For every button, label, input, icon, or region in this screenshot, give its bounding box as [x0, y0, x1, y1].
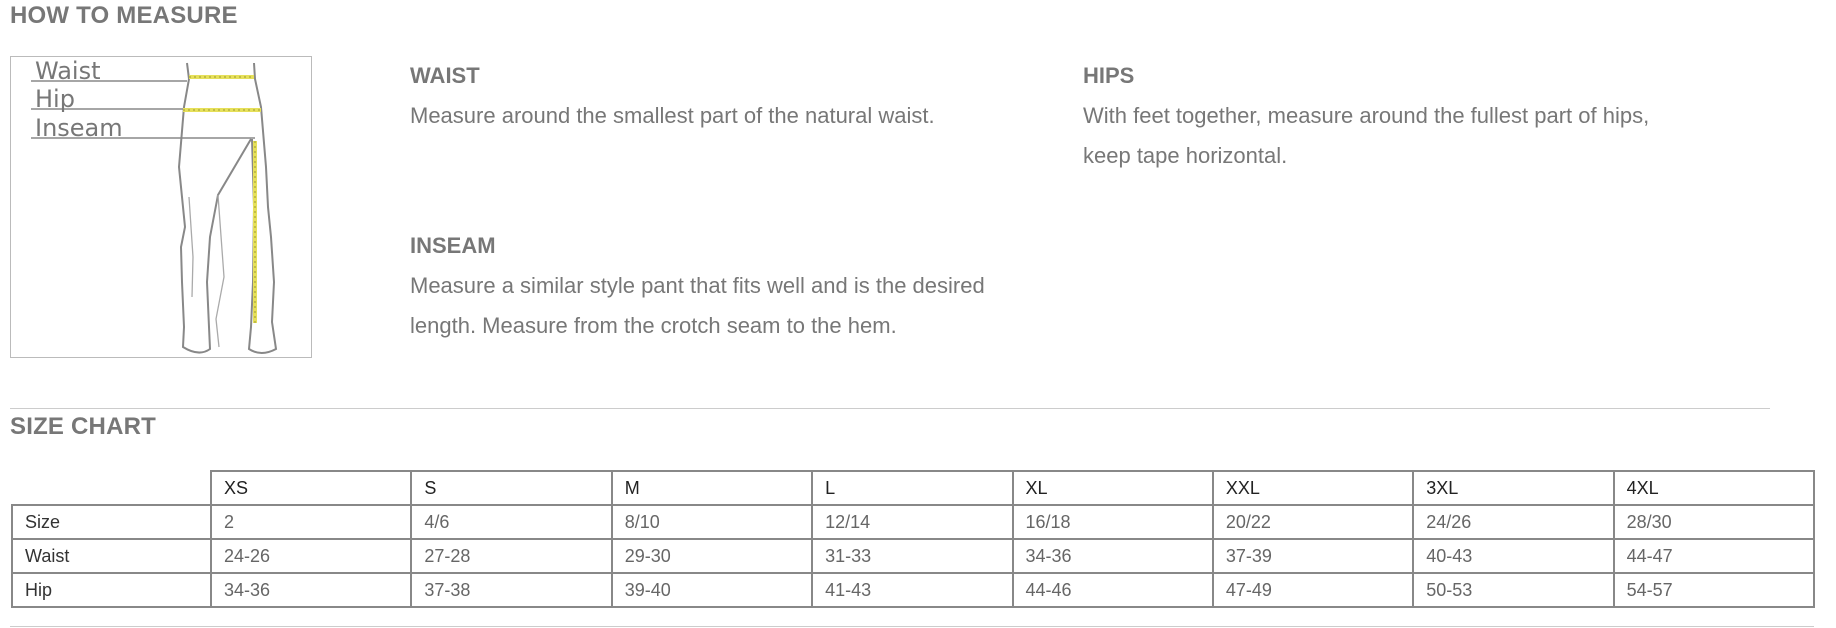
table-cell: 34-36 [1013, 539, 1213, 573]
inseam-heading: INSEAM [410, 233, 496, 258]
table-cell: 47-49 [1213, 573, 1413, 607]
table-cell: 54-57 [1614, 573, 1814, 607]
table-row-hip [12, 573, 1814, 607]
table-cell: 27-28 [411, 539, 611, 573]
waist-instructions: Measure around the smallest part of the natural waist. [410, 103, 935, 128]
diagram-label-inseam: Inseam [35, 114, 123, 142]
table-cell: 31-33 [812, 539, 1012, 573]
how-to-measure-title: HOW TO MEASURE [10, 2, 238, 29]
table-cell: 29-30 [612, 539, 812, 573]
measurement-diagram [10, 56, 312, 358]
column-header-xl: XL [1013, 471, 1213, 505]
table-cell: 50-53 [1413, 573, 1613, 607]
table-cell: 24/26 [1413, 505, 1613, 539]
column-header-xxl: XXL [1213, 471, 1413, 505]
size-chart-table [11, 470, 1815, 608]
hips-instructions: With feet together, measure around the fullest part of hips, keep tape horizontal. [1083, 103, 1650, 168]
waist-heading: WAIST [410, 63, 480, 88]
table-cell: 8/10 [612, 505, 812, 539]
row-label-waist: Waist [12, 539, 211, 573]
table-cell: 34-36 [211, 573, 411, 607]
column-header-s: S [411, 471, 611, 505]
table-cell: 39-40 [612, 573, 812, 607]
table-cell: 44-47 [1614, 539, 1814, 573]
size-chart-header-row [12, 471, 1814, 505]
section-divider [10, 408, 1770, 409]
table-row-size [12, 505, 1814, 539]
column-header-l: L [812, 471, 1012, 505]
table-cell: 37-39 [1213, 539, 1413, 573]
table-row-waist [12, 539, 1814, 573]
table-cell: 41-43 [812, 573, 1012, 607]
diagram-label-hip: Hip [35, 85, 75, 113]
row-label-hip: Hip [12, 573, 211, 607]
table-cell: 28/30 [1614, 505, 1814, 539]
header-corner-cell [12, 471, 211, 505]
column-header-3xl: 3XL [1413, 471, 1613, 505]
column-header-m: M [612, 471, 812, 505]
table-cell: 37-38 [411, 573, 611, 607]
table-cell: 20/22 [1213, 505, 1413, 539]
table-cell: 4/6 [411, 505, 611, 539]
table-cell: 16/18 [1013, 505, 1213, 539]
diagram-label-waist: Waist [35, 57, 101, 85]
row-label-size: Size [12, 505, 211, 539]
table-cell: 24-26 [211, 539, 411, 573]
bottom-divider [10, 626, 1814, 627]
table-cell: 2 [211, 505, 411, 539]
table-cell: 44-46 [1013, 573, 1213, 607]
column-header-xs: XS [211, 471, 411, 505]
inseam-instructions: Measure a similar style pant that fits well and is the desired length. Measure from the crotch seam to the hem. [410, 273, 985, 338]
table-cell: 12/14 [812, 505, 1012, 539]
hips-heading: HIPS [1083, 63, 1135, 88]
table-cell: 40-43 [1413, 539, 1613, 573]
column-header-4xl: 4XL [1614, 471, 1814, 505]
size-chart-title: SIZE CHART [10, 413, 156, 440]
